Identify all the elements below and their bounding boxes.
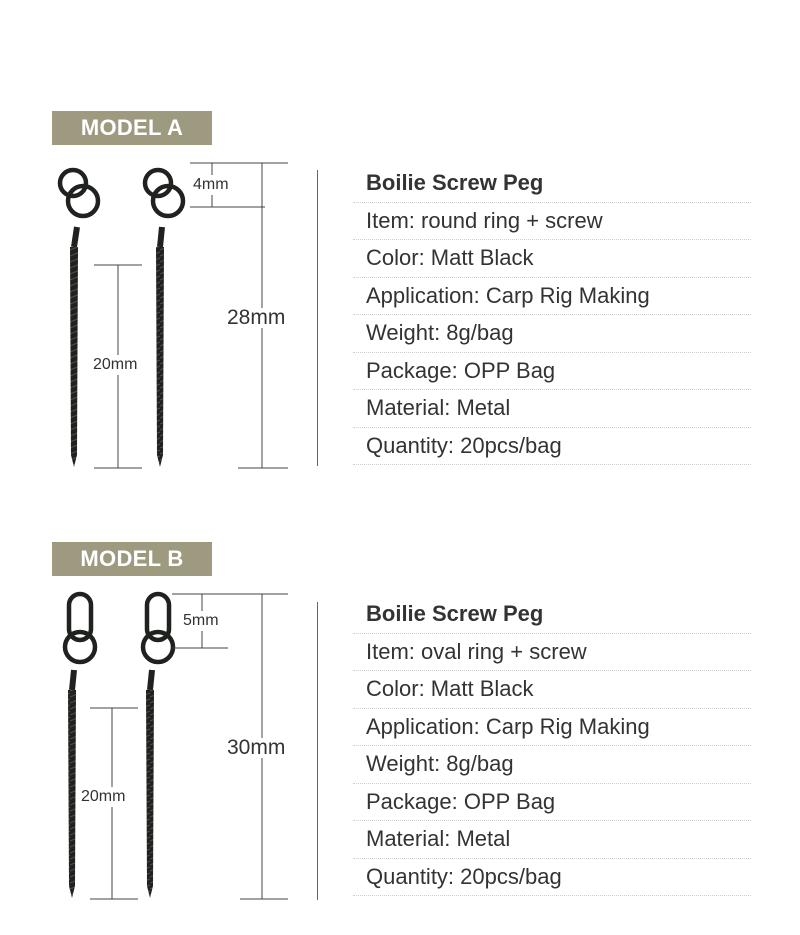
model-b-drawing xyxy=(50,590,330,910)
spec-color: Color: Matt Black xyxy=(353,240,751,278)
spec-weight: Weight: 8g/bag xyxy=(353,315,751,353)
screw-length-label: 20mm xyxy=(81,788,126,805)
spec-title: Boilie Screw Peg xyxy=(353,596,751,634)
ring-size-label: 4mm xyxy=(193,176,229,193)
peg-oval-ring-2 xyxy=(143,594,173,898)
model-b-illustration xyxy=(50,590,330,910)
total-length-label: 30mm xyxy=(227,736,286,759)
divider-line xyxy=(317,170,318,466)
spec-application: Application: Carp Rig Making xyxy=(353,709,751,747)
spec-color: Color: Matt Black xyxy=(353,671,751,709)
spec-package: Package: OPP Bag xyxy=(353,353,751,391)
model-b-specs xyxy=(353,596,751,896)
peg-oval-ring-1 xyxy=(65,594,95,898)
spec-material: Material: Metal xyxy=(353,821,751,859)
total-length-label: 28mm xyxy=(227,306,286,329)
spec-application: Application: Carp Rig Making xyxy=(353,278,751,316)
spec-package: Package: OPP Bag xyxy=(353,784,751,822)
screw-length-label: 20mm xyxy=(93,356,138,373)
model-a-drawing xyxy=(50,155,330,475)
spec-quantity: Quantity: 20pcs/bag xyxy=(353,428,751,466)
peg-round-ring-1 xyxy=(60,170,98,467)
spec-quantity: Quantity: 20pcs/bag xyxy=(353,859,751,897)
model-b-badge: MODEL B xyxy=(52,542,212,576)
ring-size-label: 5mm xyxy=(183,612,219,629)
divider-line xyxy=(317,602,318,900)
spec-title: Boilie Screw Peg xyxy=(353,165,751,203)
model-a-illustration xyxy=(50,155,330,475)
spec-item: Item: round ring + screw xyxy=(353,203,751,241)
peg-round-ring-2 xyxy=(145,170,183,467)
model-b-section xyxy=(0,430,800,935)
model-a-specs xyxy=(353,165,751,465)
spec-material: Material: Metal xyxy=(353,390,751,428)
spec-item: Item: oval ring + screw xyxy=(353,634,751,672)
model-a-badge: MODEL A xyxy=(52,111,212,145)
spec-weight: Weight: 8g/bag xyxy=(353,746,751,784)
